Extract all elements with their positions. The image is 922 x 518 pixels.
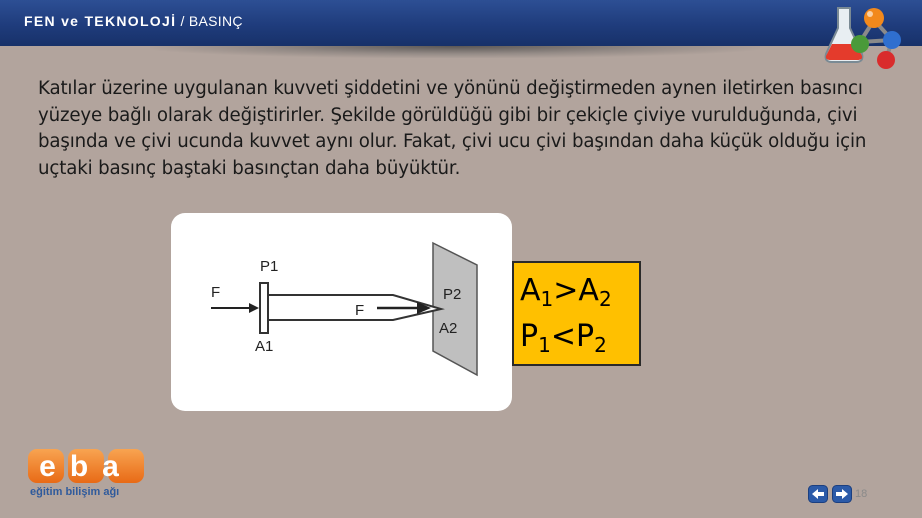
greater-than-sign: > bbox=[553, 273, 579, 308]
nail-pressure-figure bbox=[171, 213, 512, 411]
title-separator: / bbox=[176, 13, 189, 29]
formula-box bbox=[512, 261, 641, 366]
nail-diagram bbox=[171, 213, 512, 411]
nail-head bbox=[260, 283, 268, 333]
svg-text:eba: eba bbox=[39, 450, 133, 483]
pressure-subscript-1: 1 bbox=[538, 333, 551, 357]
area-symbol-1: A bbox=[520, 273, 541, 308]
topic-name: BASINÇ bbox=[188, 13, 243, 29]
area-subscript-2: 2 bbox=[598, 287, 612, 311]
label-p2: P2 bbox=[443, 286, 462, 303]
label-a2: A2 bbox=[439, 320, 458, 337]
eba-caption: eğitim bilişim ağı bbox=[30, 486, 120, 498]
label-force-mid: F bbox=[355, 302, 365, 319]
label-force-left: F bbox=[211, 284, 221, 301]
back-arrow-icon[interactable] bbox=[808, 485, 828, 503]
explanation-paragraph: Katılar üzerine uygulanan kuvveti şiddetini ve yönünü değiştirmeden aynen iletirken basıncı yüzeye bağlı olarak değiştirirler. Şekilde görüldüğü gibi bir çekiçle çiviye vurulduğunda, çivi başında ve çivi ucunda kuvvet aynı olur. Fakat, çivi ucu çivi başından daha küçük olduğu için uçtaki basınç baştaki basınçtan daha büyüktür. bbox=[38, 78, 867, 179]
less-than-sign: < bbox=[550, 319, 576, 354]
label-p1: P1 bbox=[260, 258, 279, 275]
header-title bbox=[24, 13, 243, 30]
header-shadow bbox=[150, 46, 760, 58]
area-subscript-1: 1 bbox=[540, 287, 554, 311]
forward-arrow-icon[interactable] bbox=[832, 485, 852, 503]
page-number: 18 bbox=[855, 488, 868, 500]
header-bar bbox=[0, 0, 922, 46]
area-symbol-2: A bbox=[578, 273, 599, 308]
subject-name: FEN ve TEKNOLOJİ bbox=[24, 13, 177, 29]
pressure-symbol-1: P bbox=[520, 319, 539, 354]
pressure-subscript-2: 2 bbox=[594, 333, 607, 357]
force-arrow-left-head bbox=[249, 303, 259, 313]
label-a1: A1 bbox=[255, 338, 274, 355]
pressure-comparison bbox=[520, 319, 607, 357]
chemistry-flask-molecule-icon bbox=[822, 2, 910, 72]
area-comparison bbox=[520, 273, 612, 311]
pressure-symbol-2: P bbox=[575, 319, 595, 354]
